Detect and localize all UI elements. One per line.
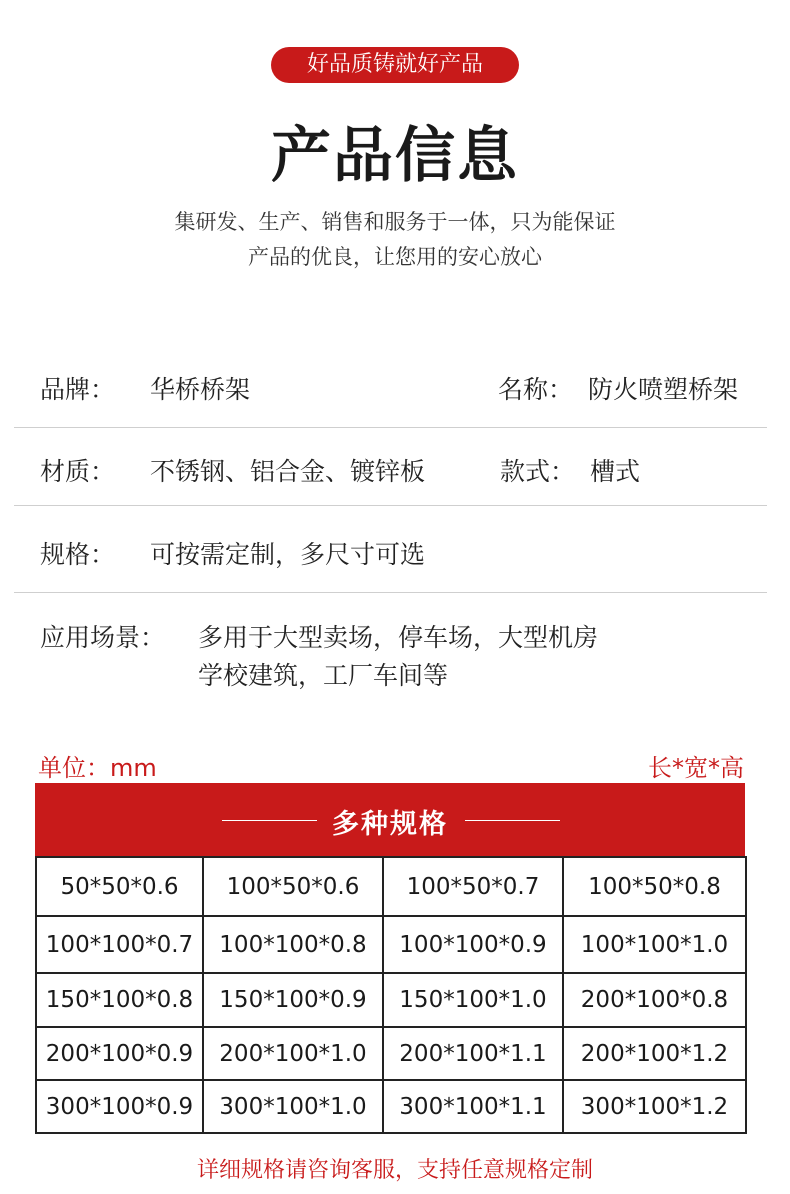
table-cell: 100*50*0.6 (203, 857, 383, 916)
divider (14, 427, 767, 428)
brand-label: 品牌： (40, 375, 116, 404)
spec-table-title: 多种规格 (332, 809, 448, 840)
material-label: 材质： (40, 457, 116, 486)
description-line-1: 集研发、生产、销售和服务于一体，只为能保证 (174, 210, 616, 234)
style-label: 款式： (500, 457, 576, 486)
brand-value: 华桥桥架 (150, 375, 251, 404)
spec-value: 可按需定制，多尺寸可选 (150, 540, 426, 569)
divider (14, 592, 767, 593)
table-cell: 300*100*1.0 (203, 1080, 383, 1133)
table-cell: 300*100*0.9 (36, 1080, 203, 1133)
table-cell: 200*100*1.2 (563, 1027, 746, 1080)
table-cell: 50*50*0.6 (36, 857, 203, 916)
name-label: 名称： (498, 375, 574, 404)
material-value: 不锈钢、铝合金、镀锌板 (150, 457, 426, 486)
spec-table-banner (35, 783, 745, 856)
slogan-badge: 好品质铸就好产品 (271, 47, 519, 83)
spec-label: 规格： (40, 540, 116, 569)
table-cell: 200*100*1.1 (383, 1027, 563, 1080)
table-cell: 100*100*0.8 (203, 916, 383, 973)
table-cell: 100*100*0.9 (383, 916, 563, 973)
table-cell: 200*100*1.0 (203, 1027, 383, 1080)
table-cell: 100*100*1.0 (563, 916, 746, 973)
table-cell: 200*100*0.9 (36, 1027, 203, 1080)
table-cell: 150*100*0.9 (203, 973, 383, 1027)
footer-note: 详细规格请咨询客服，支持任意规格定制 (196, 1158, 593, 1183)
scene-label: 应用场景： (40, 623, 166, 652)
table-row (36, 916, 746, 973)
table-cell: 100*50*0.8 (563, 857, 746, 916)
spec-table (35, 856, 747, 1134)
description-line-2: 产品的优良，让您用的安心放心 (248, 245, 542, 269)
dimension-label: 长*宽*高 (648, 754, 744, 782)
name-value: 防火喷塑桥架 (588, 375, 739, 404)
table-row (36, 857, 746, 916)
table-row (36, 973, 746, 1027)
table-cell: 300*100*1.1 (383, 1080, 563, 1133)
scene-value-line-2: 学校建筑，工厂车间等 (198, 661, 449, 690)
unit-label: 单位：mm (38, 754, 157, 782)
table-cell: 100*50*0.7 (383, 857, 563, 916)
table-cell: 150*100*1.0 (383, 973, 563, 1027)
table-cell: 150*100*0.8 (36, 973, 203, 1027)
page-title: 产品信息 (271, 121, 519, 191)
divider (14, 505, 767, 506)
table-cell: 200*100*0.8 (563, 973, 746, 1027)
table-cell: 100*100*0.7 (36, 916, 203, 973)
table-cell: 300*100*1.2 (563, 1080, 746, 1133)
scene-value-line-1: 多用于大型卖场，停车场，大型机房 (198, 623, 599, 652)
style-value: 槽式 (590, 457, 641, 486)
table-row (36, 1080, 746, 1133)
table-row (36, 1027, 746, 1080)
